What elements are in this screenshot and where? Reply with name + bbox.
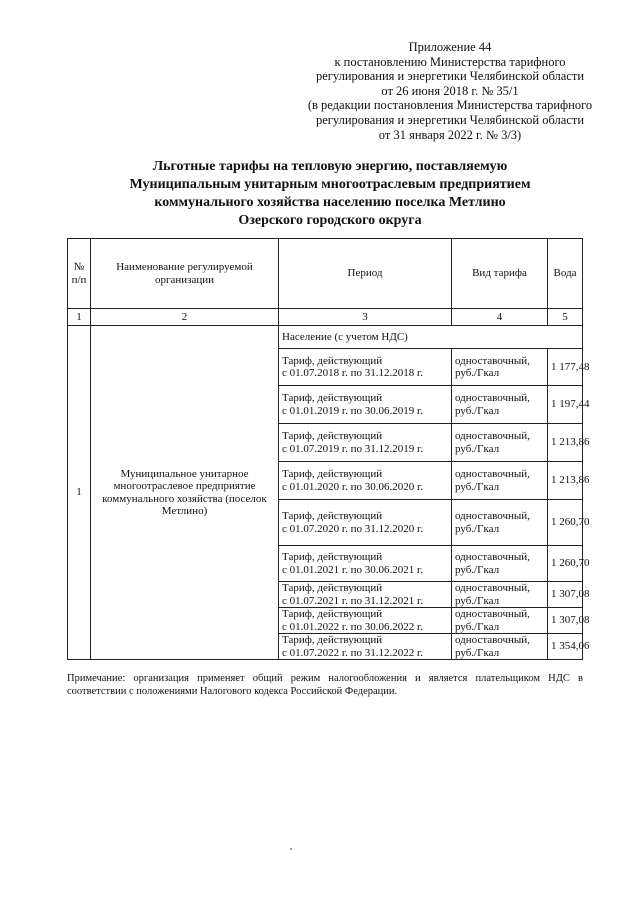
organization-name: Муниципальное унитарное многоотраслевое предприятие коммунального хозяйства (поселок Метлино)	[91, 326, 279, 660]
header-water: Вода	[548, 239, 583, 309]
tariff-type-cell: одноставочный, руб./Гкал	[452, 608, 548, 634]
tariff-type-cell: одноставочный, руб./Гкал	[452, 349, 548, 386]
period-cell: Тариф, действующий с 01.07.2022 г. по 31.12.2022 г.	[279, 634, 452, 660]
header-type: Вид тарифа	[452, 239, 548, 309]
appendix-block	[300, 40, 600, 142]
water-value: 1 260,70	[548, 500, 583, 546]
water-value: 1 213,86	[548, 424, 583, 462]
header-num: № п/п	[68, 239, 91, 309]
title-line: Озерского городского округа	[238, 213, 422, 228]
appendix-line: регулирования и энергетики Челябинской области	[315, 112, 585, 127]
tariff-type-cell: одноставочный, руб./Гкал	[452, 634, 548, 660]
period-cell: Тариф, действующий с 01.07.2018 г. по 31.12.2018 г.	[279, 349, 452, 386]
scan-speck	[290, 848, 292, 850]
column-number-row	[68, 309, 583, 326]
tariff-table	[67, 238, 590, 660]
appendix-line: регулирования и энергетики Челябинской области	[315, 69, 585, 84]
tariff-type-cell: одноставочный, руб./Гкал	[452, 546, 548, 582]
appendix-line: от 31 января 2022 г. № 3/3)	[378, 127, 522, 142]
title-line: коммунального хозяйства населению поселка Метлино	[154, 195, 506, 210]
group-label: Население (с учетом НДС)	[279, 326, 583, 349]
tariff-type-cell: одноставочный, руб./Гкал	[452, 500, 548, 546]
row-number: 1	[68, 326, 91, 660]
document-title	[60, 158, 600, 230]
water-value: 1 307,08	[548, 582, 583, 608]
appendix-line: Приложение 44	[408, 40, 492, 54]
table-note: Примечание: организация применяет общий режим налогообложения и является плательщиком НДС в соответствии с положениями Налогового кодекса Российской Федерации.	[67, 673, 583, 697]
appendix-line: к постановлению Министерства тарифного	[334, 54, 566, 69]
appendix-line: от 26 июня 2018 г. № 35/1	[381, 83, 519, 98]
water-value: 1 197,44	[548, 386, 583, 424]
period-cell: Тариф, действующий с 01.01.2022 г. по 30.06.2022 г.	[279, 608, 452, 634]
column-number: 2	[91, 309, 279, 326]
tariff-type-cell: одноставочный, руб./Гкал	[452, 386, 548, 424]
period-cell: Тариф, действующий с 01.07.2021 г. по 31.12.2021 г.	[279, 582, 452, 608]
table-header-row	[68, 239, 583, 309]
tariff-type-cell: одноставочный, руб./Гкал	[452, 582, 548, 608]
column-number: 4	[452, 309, 548, 326]
group-row	[68, 326, 583, 349]
water-value: 1 260,70	[548, 546, 583, 582]
period-cell: Тариф, действующий с 01.01.2020 г. по 30.06.2020 г.	[279, 462, 452, 500]
period-cell: Тариф, действующий с 01.01.2021 г. по 30.06.2021 г.	[279, 546, 452, 582]
title-line: Льготные тарифы на тепловую энергию, поставляемую	[152, 159, 508, 174]
period-cell: Тариф, действующий с 01.01.2019 г. по 30.06.2019 г.	[279, 386, 452, 424]
tariff-type-cell: одноставочный, руб./Гкал	[452, 424, 548, 462]
column-number: 5	[548, 309, 583, 326]
tariff-type-cell: одноставочный, руб./Гкал	[452, 462, 548, 500]
column-number: 3	[279, 309, 452, 326]
water-value: 1 177,48	[548, 349, 583, 386]
header-org: Наименование регулируемой организации	[91, 239, 279, 309]
header-period: Период	[279, 239, 452, 309]
title-line: Муниципальным унитарным многоотраслевым предприятием	[129, 177, 531, 192]
period-cell: Тариф, действующий с 01.07.2019 г. по 31.12.2019 г.	[279, 424, 452, 462]
appendix-line: (в редакции постановления Министерства тарифного	[307, 98, 593, 113]
column-number: 1	[68, 309, 91, 326]
water-value: 1 307,08	[548, 608, 583, 634]
water-value: 1 354,06	[548, 634, 583, 660]
period-cell: Тариф, действующий с 01.07.2020 г. по 31.12.2020 г.	[279, 500, 452, 546]
water-value: 1 213,86	[548, 462, 583, 500]
